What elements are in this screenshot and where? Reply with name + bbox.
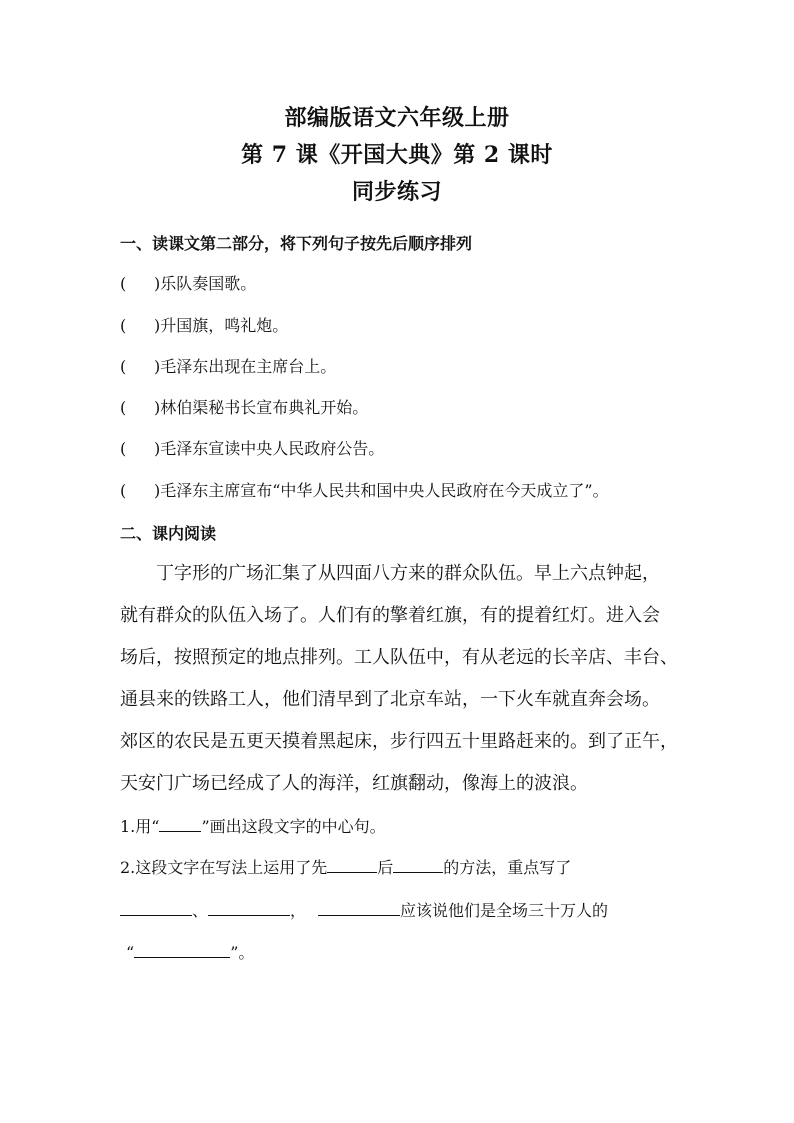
order-item (120, 481, 609, 501)
order-item-text: 毛泽东出现在主席台上。 (160, 357, 337, 376)
question-1-prefix: 1.用“ (120, 817, 160, 836)
question-2-quote-open: “ (126, 943, 135, 962)
question-2-blank-5[interactable] (318, 900, 400, 916)
question-2-line-3 (126, 942, 254, 963)
passage-line: 郊区的农民是五更天摸着黑起床，步行四五十里路赶来的。到了正午， (120, 731, 678, 752)
order-item-text: 毛泽东主席宣布“中华人民共和国中央人民政府在今天成立了”。 (160, 481, 609, 500)
question-1 (120, 816, 386, 837)
paren-close: ) (154, 357, 161, 376)
paren-open: ( (120, 481, 127, 500)
passage-line: 天安门广场已经成了人的海洋，红旗翻动，像海上的波浪。 (120, 773, 588, 794)
question-2-blank-3[interactable] (120, 900, 192, 916)
paren-close: ) (154, 439, 161, 458)
question-2-part3: 的方法，重点写了 (443, 858, 572, 877)
order-item-text: 毛泽东宣读中央人民政府公告。 (160, 439, 385, 458)
section-1-heading: 一、读课文第二部分，将下列句子按先后顺序排列 (120, 234, 473, 253)
paren-close: ) (154, 398, 161, 417)
order-item (120, 439, 384, 459)
question-2-quote-close: ”。 (230, 943, 255, 962)
paren-open: ( (120, 274, 127, 293)
order-item-text: 林伯渠秘书长宣布典礼开始。 (160, 398, 369, 417)
question-2-blank-4[interactable] (208, 900, 290, 916)
question-1-suffix: ”画出这段文字的中心句。 (201, 817, 386, 836)
title-line-2: 第 7 课《开国大典》第 2 课时 (241, 142, 553, 168)
question-2-line-1 (120, 857, 571, 878)
paren-close: ) (154, 481, 161, 500)
question-2-line-2 (120, 900, 608, 921)
passage-line: 通县来的铁路工人，他们清早到了北京车站，一下火车就直奔会场。 (120, 689, 660, 710)
passage-line: 就有群众的队伍入场了。人们有的擎着红旗，有的提着红灯。进入会 (120, 605, 660, 626)
paren-open: ( (120, 316, 127, 335)
paren-open: ( (120, 398, 127, 417)
order-item (120, 316, 288, 336)
paren-open: ( (120, 357, 127, 376)
question-2-blank-2[interactable] (393, 857, 443, 873)
question-2-sep1: 、 (192, 901, 209, 920)
title-line-1: 部编版语文六年级上册 (284, 105, 510, 131)
order-item (120, 274, 256, 294)
question-2-blank-6[interactable] (134, 942, 230, 958)
order-item-text: 乐队奏国歌。 (160, 274, 257, 293)
question-2-sep2: ， (290, 901, 307, 920)
paren-close: ) (154, 274, 161, 293)
question-2-part1: 2.这段文字在写法上运用了先 (120, 858, 328, 877)
order-item-text: 升国旗，鸣礼炮。 (160, 316, 289, 335)
section-2-heading: 二、课内阅读 (120, 524, 217, 543)
title-line-3: 同步练习 (351, 179, 442, 205)
question-1-blank[interactable] (159, 816, 201, 832)
paren-close: ) (154, 316, 161, 335)
question-2-blank-1[interactable] (327, 857, 377, 873)
order-item (120, 357, 336, 377)
question-2-part4: 应该说他们是全场三十万人的 (400, 901, 609, 920)
paren-open: ( (120, 439, 127, 458)
passage-line: 场后，按照预定的地点排列。工人队伍中，有从老远的长辛店、丰台、 (120, 647, 678, 668)
title-block (0, 100, 794, 211)
order-item (120, 398, 368, 418)
question-2-part2: 后 (377, 858, 394, 877)
passage-line: 丁字形的广场汇集了从四面八方来的群众队伍。早上六点钟起， (156, 563, 660, 584)
